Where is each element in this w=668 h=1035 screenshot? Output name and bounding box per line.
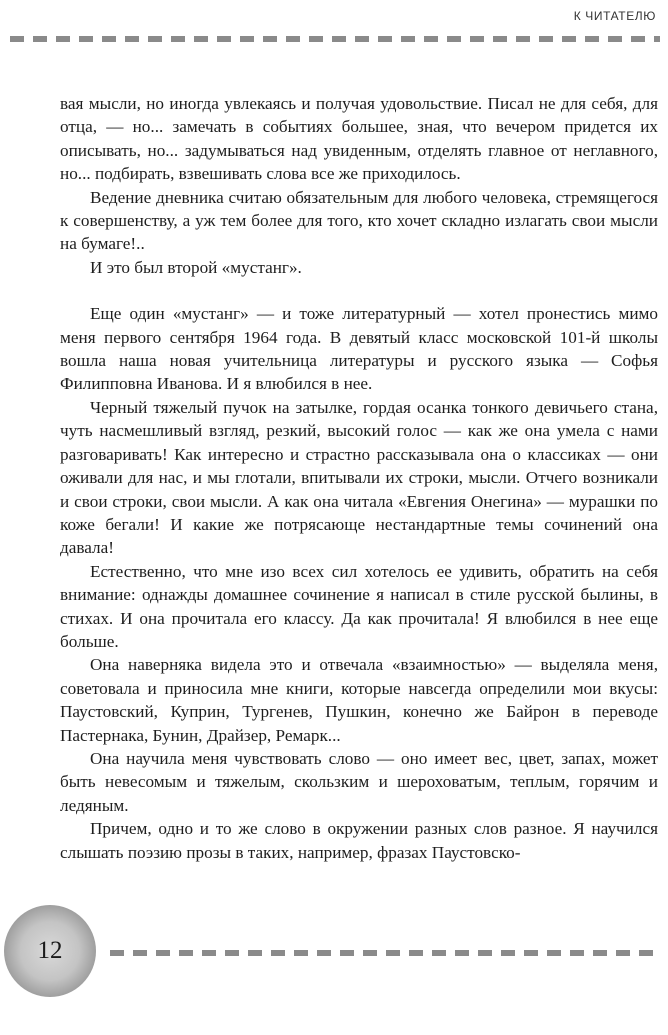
top-dashed-rule [10,36,660,42]
page-text [60,92,658,864]
bottom-dashed-rule [110,950,660,956]
paragraph: И это был второй «мустанг». [90,257,302,277]
paragraph-section-start: Еще один «мустанг» — и тоже литературный — хотел пронестись мимо меня первого сентября 1964 года. В девятый класс московской 101-й школы вошла наша новая учительница литературы и русского языка — Софья Филипповна Иванова. И я влюбился в нее. [60,304,658,394]
paragraph: Черный тяжелый пучок на затылке, гордая осанка тонкого девичьего стана, чуть насмешливый взгляд, резкий, высокий голос — как же она умела с нами разговаривать! Как интересно и страстно рассказывала она о классиках — они оживали для нас, и мы глотали, впитывали их строки, мысли. Отчего возникали и свои строки, свои мысли. А как она читала «Евгения Онегина» — мурашки по коже бегали! И какие же потрясающе нестандартные темы сочинений она давала! [60,397,658,558]
paragraph: Ведение дневника считаю обязательным для любого человека, стремящегося к совершенству, а уж тем более для того, кто хочет складно излагать свои мысли на бумаге!.. [60,187,658,254]
page-number-badge [4,905,96,997]
paragraph-continued: вая мысли, но иногда увлекаясь и получая удовольствие. Писал не для себя, для отца, — но... замечать в событиях большее, зная, что вечером придется их описывать, но... задумываться над увиденным, отделять главное от неглавного, но... подбирать, взвешивать слова все же приходилось. [60,94,658,184]
paragraph: Она научила меня чувствовать слово — оно имеет вес, цвет, запах, может быть невесомым и тяжелым, скользким и шероховатым, теплым, горячим и ледяным. [60,748,658,815]
running-head-title: К ЧИТАТЕЛЮ [573,9,656,23]
paragraph: Естественно, что мне изо всех сил хотелось ее удивить, обратить на себя внимание: однажды домашнее сочинение я написал в стиле русской былины, в стихах. И она прочитала его классу. Да как прочитала! Я влюбился в нее еще больше. [60,561,658,651]
page-number: 12 [37,937,63,964]
paragraph: Причем, одно и то же слово в окружении разных слов разное. Я научился слышать поэзию прозы в таких, например, фразах Паустовско- [60,819,658,862]
paragraph: Она наверняка видела это и отвечала «взаимностью» — выделяла меня, советовала и приносила мне книги, которые навсегда определили мои вкусы: Паустовский, Куприн, Тургенев, Пушкин, конечно же Байрон в переводе Пастернака, Бунин, Драйзер, Ремарк... [60,655,658,745]
